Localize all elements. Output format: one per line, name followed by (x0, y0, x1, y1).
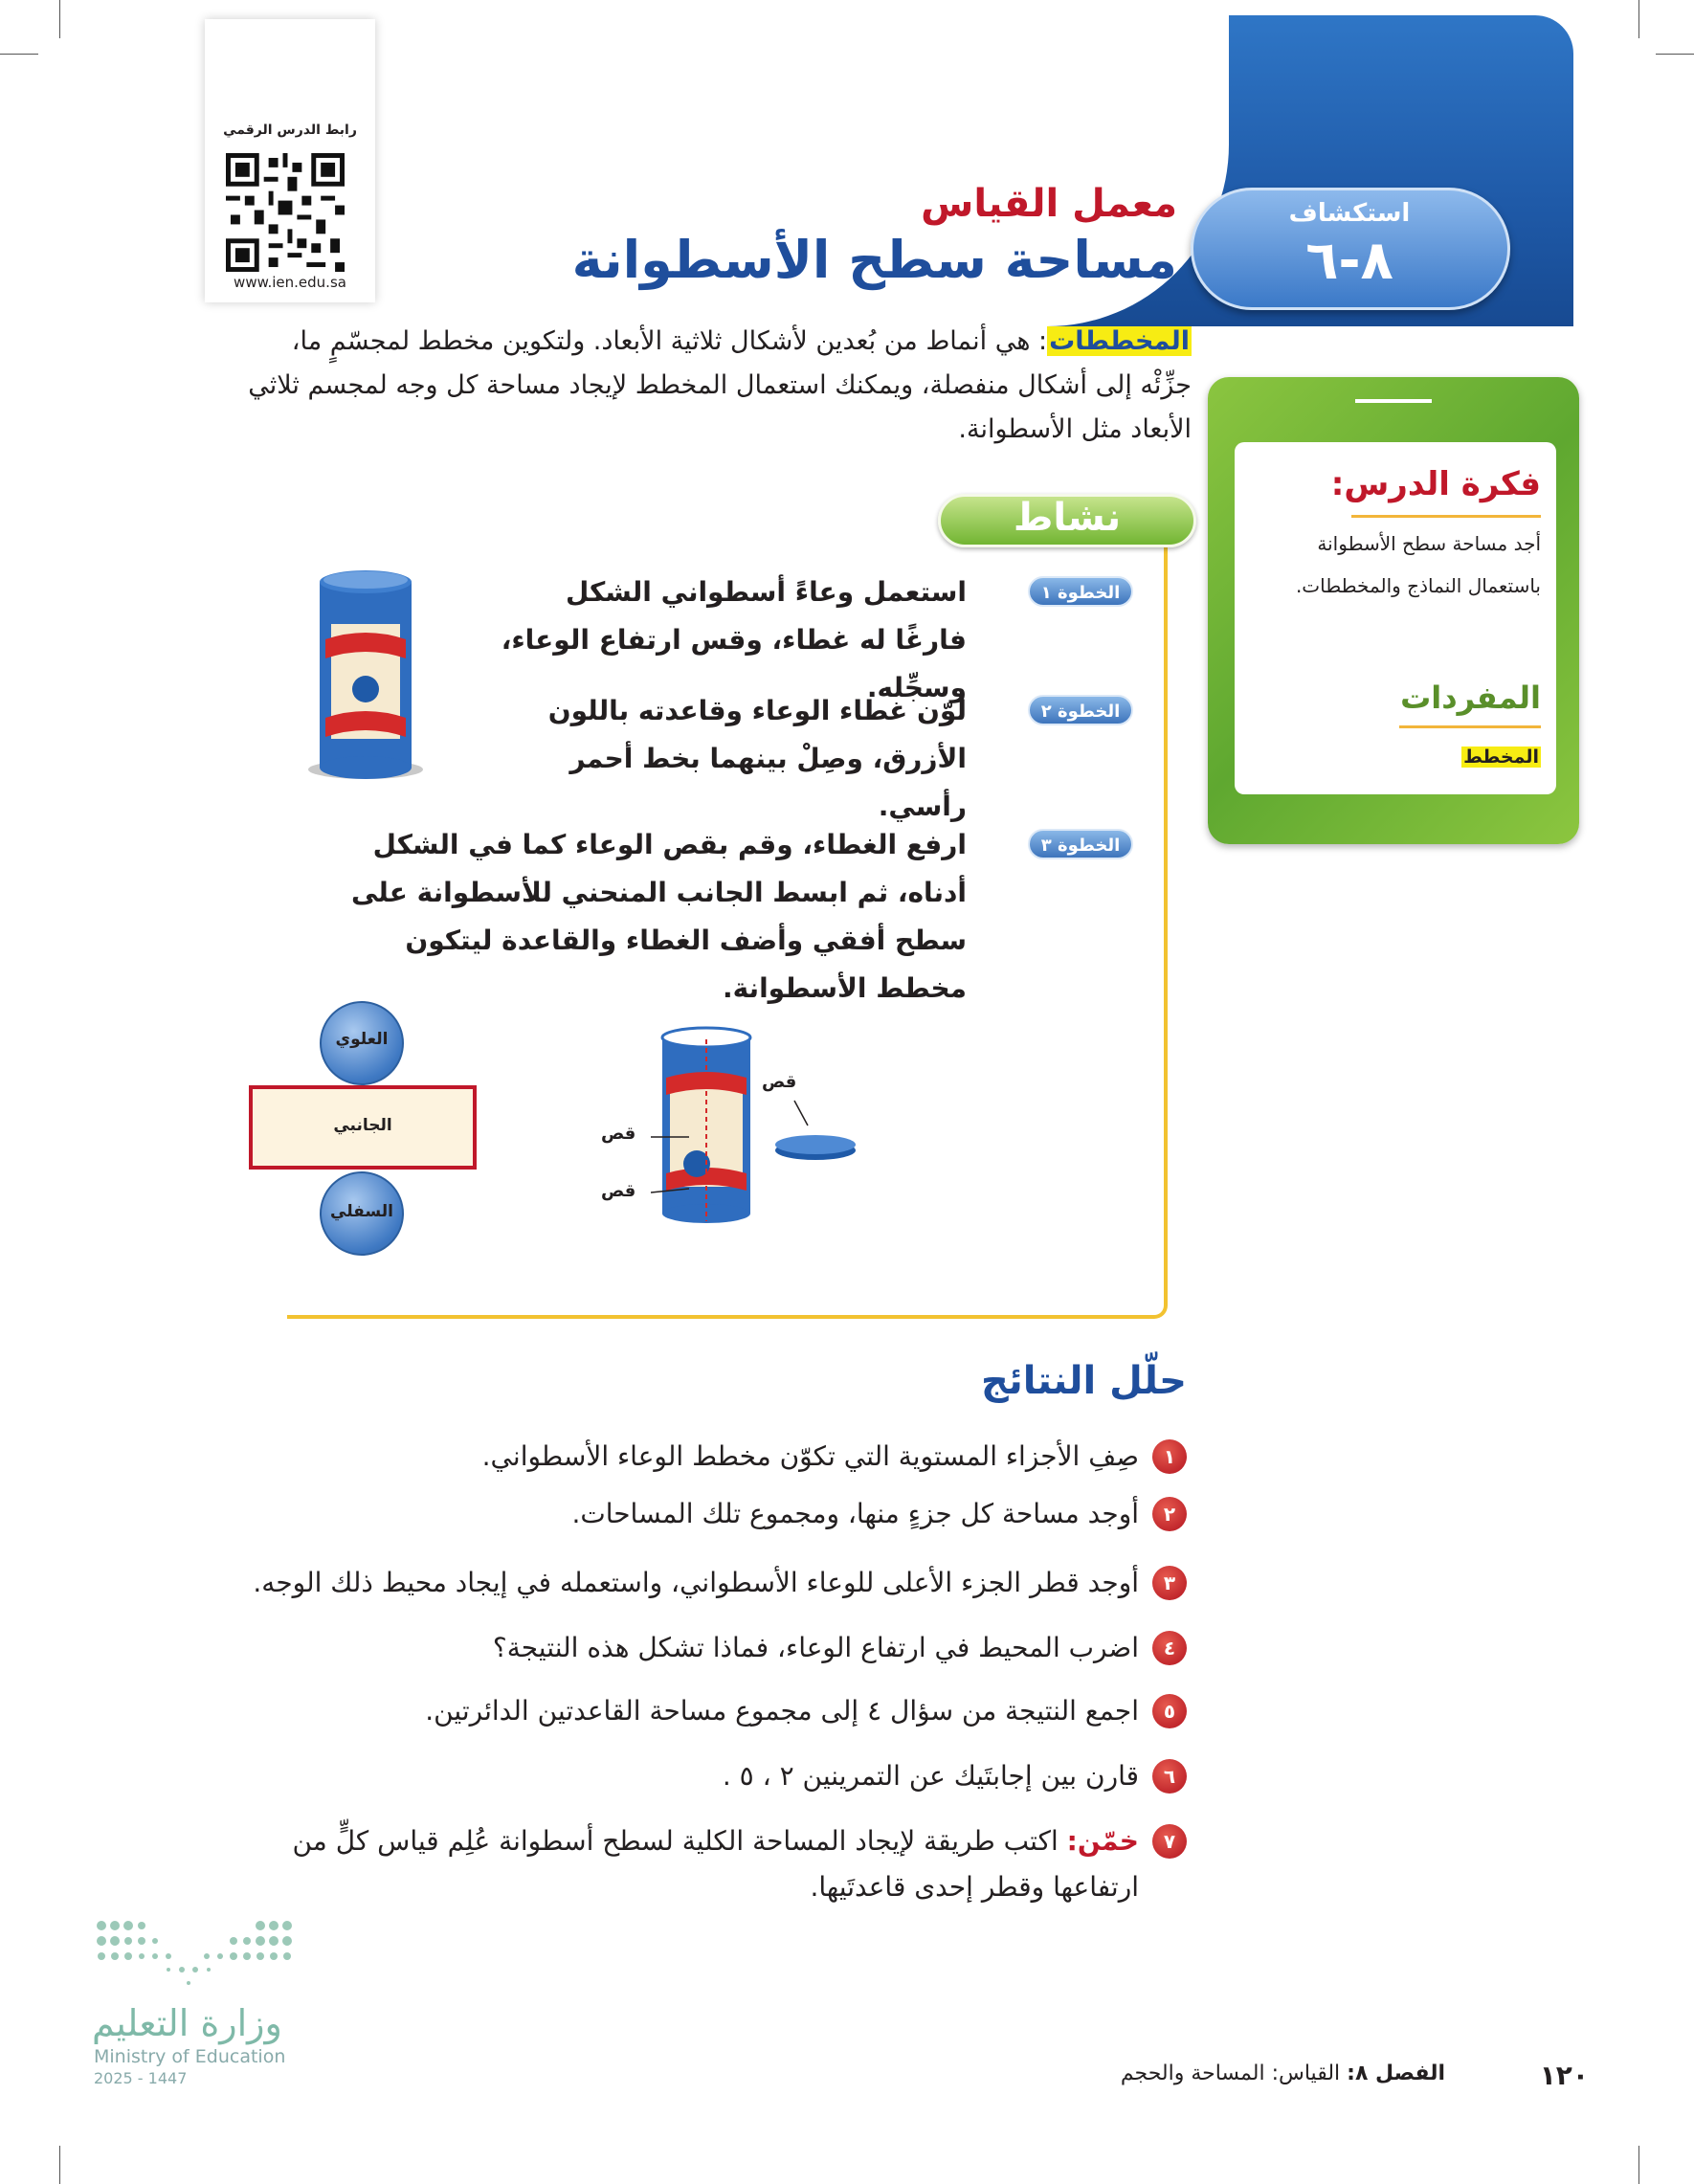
crop-mark (59, 0, 60, 38)
question-number: ٦ (1152, 1759, 1187, 1794)
step-text: ارفع الغطاء، وقم بقص الوعاء كما في الشكل أدناه، ثم ابسط الجانب المنحني للأسطوانة على سطح أفقي وأضف الغطاء والقاعدة ليتكون مخطط الأسطوانة. (350, 829, 967, 1004)
step-text: لوّن غطاء الوعاء وقاعدته باللون الأزرق، وصِلْ بينهما بخط أحمر رأسي. (547, 695, 967, 822)
sidebar-decoration (1355, 399, 1432, 403)
ministry-logo-icon (92, 1916, 302, 1993)
cut-label: قص (762, 1072, 797, 1092)
qr-url[interactable]: www.ien.edu.sa (234, 274, 346, 291)
question-number: ٥ (1152, 1694, 1187, 1728)
vocabulary-title: المفردات (1400, 680, 1541, 716)
crop-mark (1638, 0, 1639, 38)
vocabulary-word: المخطط (1463, 747, 1539, 768)
lesson-idea-title: فكرة الدرس: (1330, 465, 1541, 503)
ministry-year: 2025 - 1447 (94, 2069, 188, 2087)
lesson-idea-text: أجد مساحة سطح الأسطوانة باستعمال النماذج والمخططات. (1295, 532, 1541, 597)
page-title: مساحة سطح الأسطوانة (571, 230, 1177, 290)
net-side-label: الجانبي (333, 1116, 392, 1135)
cut-label: قص (601, 1124, 636, 1144)
lesson-number: ٨-٦ (1305, 230, 1393, 292)
intro-paragraph (244, 320, 1192, 452)
page-number: ١٢٠ (1539, 2060, 1589, 2091)
question-text: صِفِ الأجزاء المستوية التي تكوّن مخطط الوعاء الأسطواني. (481, 1440, 1139, 1472)
net-bottom-label: السفلي (330, 1202, 393, 1221)
highlighted-term: المخططات (1049, 326, 1190, 356)
crop-mark (59, 2146, 60, 2184)
intro-text: : هي أنماط من بُعدين لأشكال ثلاثية الأبعاد. ولتكوين مخطط لمجسّمٍ ما، جزِّئْه إلى أشكال منفصلة، ويمكنك استعمال المخطط لإيجاد مساحة كل وجه لمجسم ثلاثي الأبعاد مثل الأسطوانة. (248, 326, 1192, 444)
question-number: ١ (1152, 1439, 1187, 1474)
step-text: استعمل وعاءً أسطواني الشكل فارغًا له غطاء، وقس ارتفاع الوعاء، وسجِّله. (501, 576, 967, 703)
step-badge: الخطوة ١ (1028, 576, 1133, 607)
explore-label: استكشاف (1288, 199, 1411, 228)
question-number: ٤ (1152, 1631, 1187, 1665)
step-badge: الخطوة ٣ (1028, 829, 1133, 859)
divider (1351, 515, 1541, 518)
question-number: ٢ (1152, 1497, 1187, 1531)
crop-mark (1638, 2146, 1639, 2184)
step-badge: الخطوة ٢ (1028, 695, 1133, 725)
net-top-label: العلوي (335, 1030, 389, 1049)
lab-label: معمل القياس (921, 182, 1177, 226)
question-number: ٣ (1152, 1566, 1187, 1600)
cylinder-container-illustration (306, 565, 431, 785)
crop-mark (0, 54, 38, 55)
question-text: قارن بين إجابتَيك عن التمرينين ٢ ، ٥ . (722, 1760, 1139, 1792)
analyze-results-title: حلّل النتائج (980, 1359, 1187, 1403)
crop-mark (1656, 54, 1694, 55)
question-text: اجمع النتيجة من سؤال ٤ إلى مجموع مساحة القاعدتين الدائرتين. (425, 1695, 1139, 1727)
think-label: خمّن: (1066, 1825, 1139, 1857)
question-text: اضرب المحيط في ارتفاع الوعاء، فماذا تشكل هذه النتيجة؟ (492, 1632, 1139, 1663)
question-text: أوجد مساحة كل جزءٍ منها، ومجموع تلك المساحات. (571, 1498, 1139, 1529)
qr-code-icon[interactable] (226, 153, 345, 272)
activity-title: نشاط (1013, 496, 1122, 540)
question-text: خمّن: اكتب طريقة لإيجاد المساحة الكلية لسطح أسطوانة عُلِم قياس كلٍّ من ارتفاعها وقطر إحدى قاعدتَيها. (292, 1825, 1139, 1903)
divider (1399, 725, 1541, 728)
ministry-name-ar: وزارة التعليم (92, 2002, 282, 2044)
chapter-footer: الفصل ٨: القياس: المساحة والحجم (1120, 2061, 1445, 2085)
question-text: أوجد قطر الجزء الأعلى للوعاء الأسطواني، واستعمله في إيجاد محيط ذلك الوجه. (253, 1567, 1139, 1598)
ministry-name-en: Ministry of Education (94, 2046, 286, 2067)
cut-label: قص (601, 1181, 636, 1201)
cut-cylinder-illustration (651, 1024, 880, 1229)
qr-label: رابط الدرس الرقمي (223, 123, 357, 138)
question-number: ٧ (1152, 1824, 1187, 1859)
